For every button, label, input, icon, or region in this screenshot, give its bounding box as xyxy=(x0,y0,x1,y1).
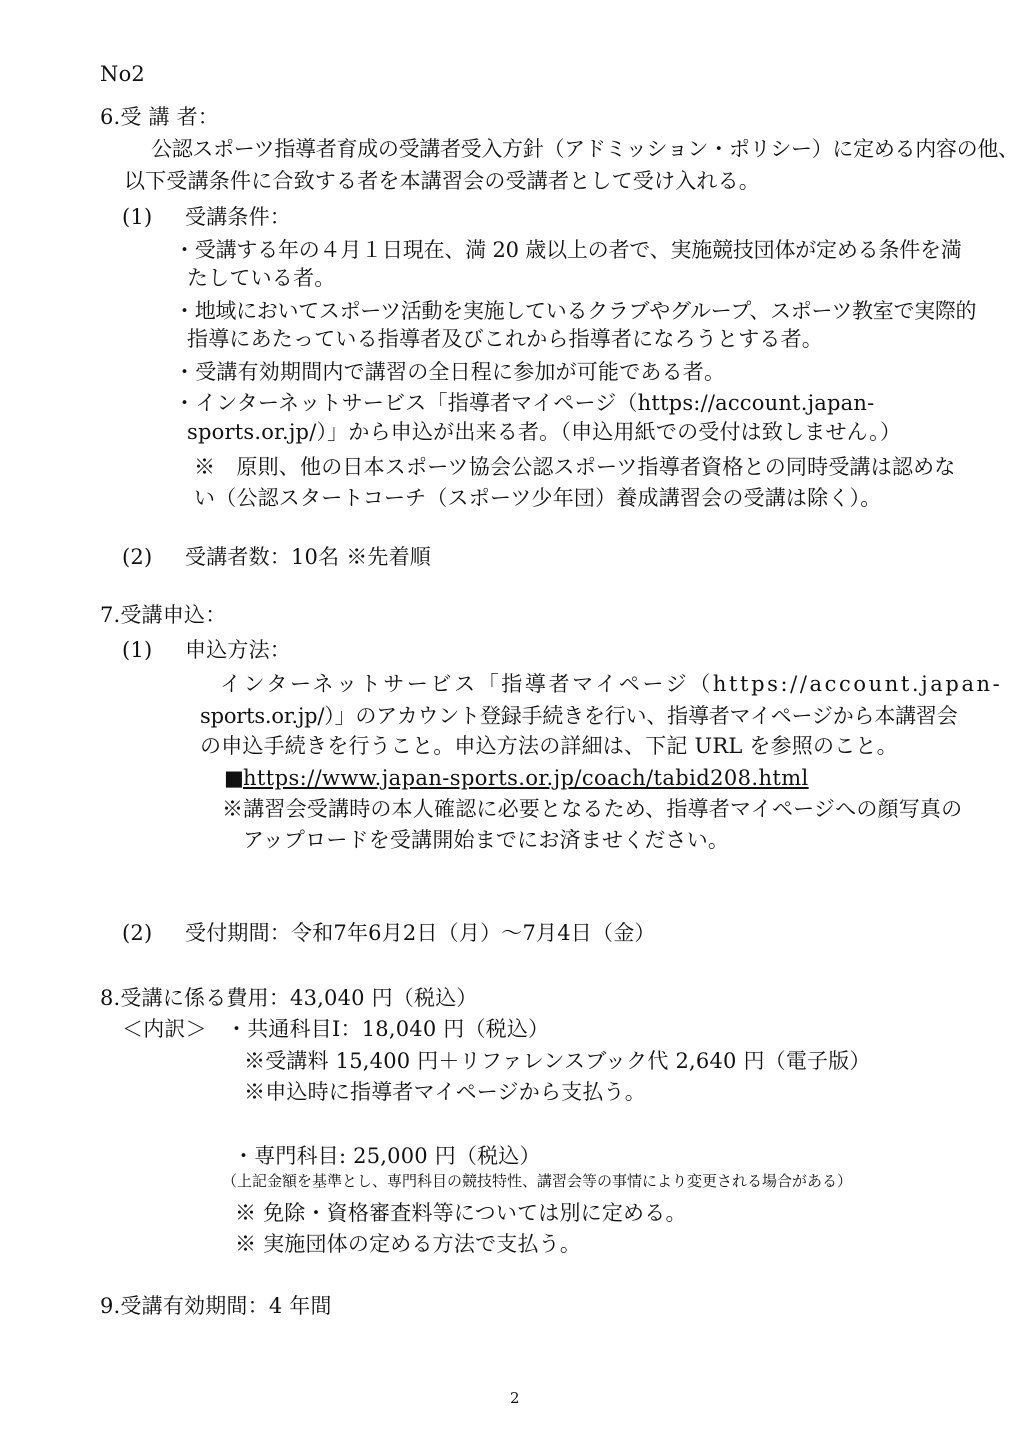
section-7-item1-label: 申込方法： xyxy=(185,638,291,662)
section-7-item1-number: (1) xyxy=(122,638,153,662)
condition-bullet-3: ・受講有効期間内で講習の全日程に参加が可能である者。 xyxy=(174,360,726,384)
condition-bullet-1-line1: ・受講する年の４月１日現在、満 20 歳以上の者で、実施競技団体が定める条件を満 xyxy=(174,238,962,262)
application-period: 受付期間：令和7年6月2日（月）～7月4日（金） xyxy=(185,921,656,945)
application-method-line1: インターネットサービス「指導者マイページ（https://account.japan- xyxy=(220,672,1003,696)
section-7-item2-number: (2) xyxy=(122,921,153,945)
coach-info-link[interactable]: https://www.japan-sports.or.jp/coach/tabid208.html xyxy=(243,766,809,790)
section-6-heading: 6.受 講 者： xyxy=(100,105,219,129)
participant-count: 受講者数：10名 ※先着順 xyxy=(185,545,431,569)
condition-bullet-4-line2: sports.or.jp/）」から申込が出来る者。（申込用紙での受付は致しません。） xyxy=(187,420,902,444)
section-7-note-line2: アップロードを受講開始までにお済ませください。 xyxy=(243,828,730,852)
section-7-heading: 7.受講申込： xyxy=(100,603,227,627)
section-6-note-line1: ※ 原則、他の日本スポーツ協会公認スポーツ指導者資格との同時受講は認めな xyxy=(194,455,956,479)
application-method-line2: sports.or.jp/）」のアカウント登録手続きを行い、指導者マイページから本講習会 xyxy=(200,704,958,728)
url-bullet: ■ xyxy=(224,766,245,790)
section-7-note-line1: ※講習会受講時の本人確認に必要となるため、指導者マイページへの顔写真の xyxy=(222,797,963,821)
exemption-fee-note: ※ 免除・資格審査料等については別に定める。 xyxy=(235,1201,687,1225)
fee-breakdown-label: ＜内訳＞ xyxy=(122,1017,207,1041)
payment-method-note: ※ 実施団体の定める方法で支払う。 xyxy=(235,1232,582,1256)
section-6-item1-label: 受講条件： xyxy=(185,205,291,229)
common-subject-fee-detail: ※受講料 15,400 円＋リファレンスブック代 2,640 円（電子版） xyxy=(244,1049,871,1073)
section-9-heading: 9.受講有効期間：4 年間 xyxy=(100,1294,332,1318)
condition-bullet-2-line2: 指導にあたっている指導者及びこれから指導者になろうとする者。 xyxy=(187,327,823,351)
section-6-item2-number: (2) xyxy=(122,545,153,569)
condition-bullet-2-line1: ・地域においてスポーツ活動を実施しているクラブやグループ、スポーツ教室で実際的 xyxy=(174,299,977,323)
page-number: 2 xyxy=(510,1389,520,1407)
section-6-intro-line2: 以下受講条件に合致する者を本講習会の受講者として受け入れる。 xyxy=(124,169,760,193)
common-subject-fee-payment-note: ※申込時に指導者マイページから支払う。 xyxy=(244,1080,646,1104)
section-8-heading: 8.受講に係る費用：43,040 円（税込） xyxy=(100,986,478,1010)
special-subject-fee-note: （上記金額を基準とし、専門科目の競技特性、講習会等の事情により変更される場合がある） xyxy=(222,1172,853,1190)
section-6-intro-line1: 公認スポーツ指導者育成の受講者受入方針（アドミッション・ポリシー）に定める内容の他、 xyxy=(151,137,1019,161)
condition-bullet-1-line2: たしている者。 xyxy=(187,266,336,290)
section-6-note-line2: い（公認スタートコーチ（スポーツ少年団）養成講習会の受講は除く）。 xyxy=(194,486,882,510)
condition-bullet-4-line1: ・インターネットサービス「指導者マイページ（https://account.japan- xyxy=(174,391,875,415)
section-6-item1-number: (1) xyxy=(122,205,153,229)
special-subject-fee: ・専門科目: 25,000 円（税込） xyxy=(233,1144,541,1168)
application-method-line3: の申込手続きを行うこと。申込方法の詳細は、下記 URL を参照のこと。 xyxy=(200,734,898,758)
page-label: No2 xyxy=(100,62,145,86)
common-subject-fee: ・共通科目Ⅰ：18,040 円（税込） xyxy=(226,1017,550,1041)
